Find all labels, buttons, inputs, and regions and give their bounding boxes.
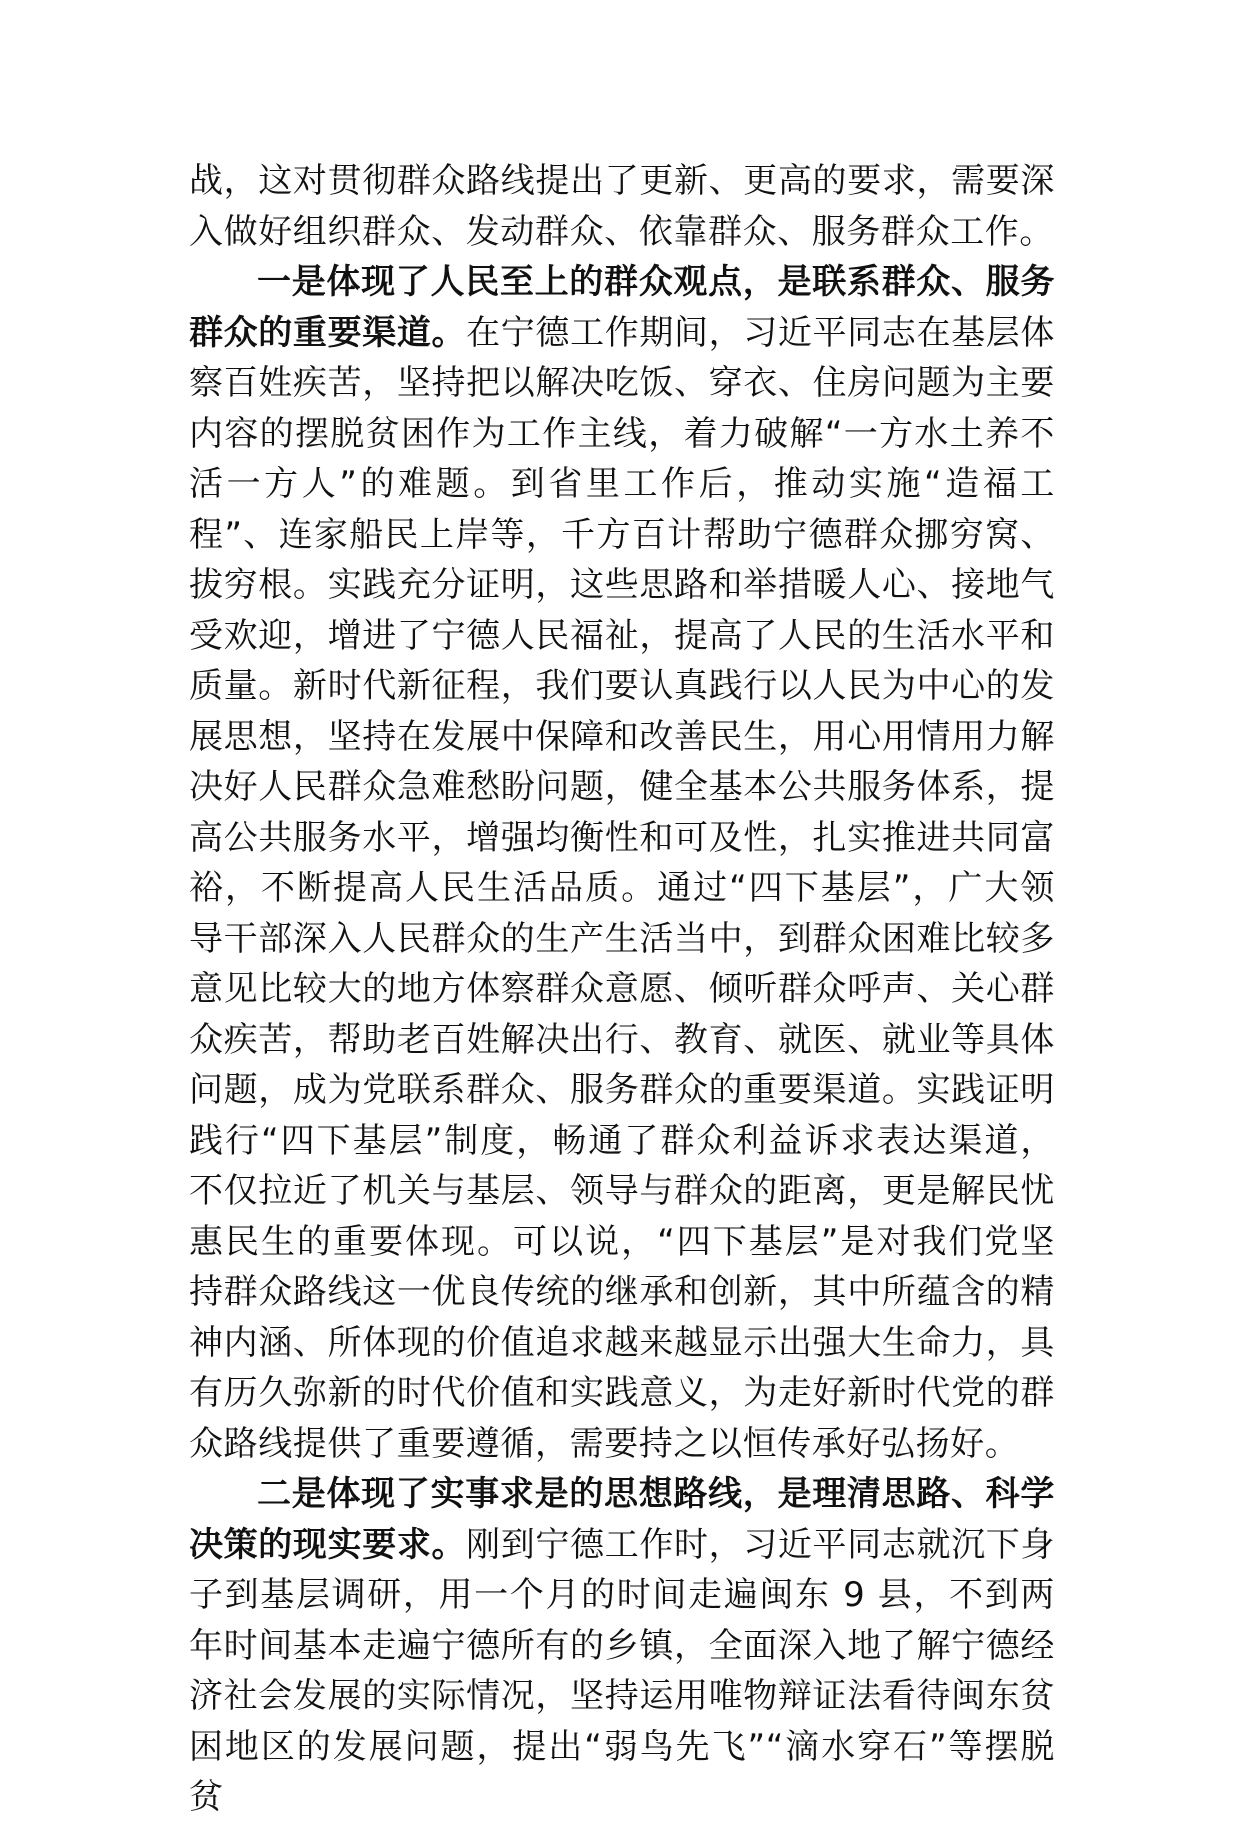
paragraph-text: 战，这对贯彻群众路线提出了更新、更高的要求，需要深入做好组织群众、发动群众、依靠群众、服务群众工作。: [189, 161, 1055, 252]
paragraph-text: 刚到宁德工作时，习近平同志就沉下身子到基层调研，用一个月的时间走遍闽东 9 县，不到两年时间基本走遍宁德所有的乡镇，全面深入地了解宁德经济社会发展的实际情况，坚持运用唯物辩证法看待闽东贫困地区的发展问题，提出“弱鸟先飞”“滴水穿石”等摆脱贫: [189, 1524, 1055, 1817]
paragraph-lead-bold: 一是体现了人民至上的群众观点，是联系群众、服务群众的重要渠道。: [189, 262, 1055, 353]
body-text: [189, 156, 1055, 1823]
paragraph-point-two: [189, 1469, 1055, 1823]
paragraph-point-one: [189, 257, 1055, 1469]
paragraph-text: 在宁德工作期间，习近平同志在基层体察百姓疾苦，坚持把以解决吃饭、穿衣、住房问题为主要内容的摆脱贫困作为工作主线，着力破解“一方水土养不活一方人”的难题。到省里工作后，推动实施“造福工程”、连家船民上岸等，千方百计帮助宁德群众挪穷窝、拔穷根。实践充分证明，这些思路和举措暖人心、接地气受欢迎，增进了宁德人民福祉，提高了人民的生活水平和质量。新时代新征程，我们要认真践行以人民为中心的发展思想，坚持在发展中保障和改善民生，用心用情用力解决好人民群众急难愁盼问题，健全基本公共服务体系，提高公共服务水平，增强均衡性和可及性，扎实推进共同富裕，不断提高人民生活品质。通过“四下基层”，广大领导干部深入人民群众的生产生活当中，到群众困难比较多意见比较大的地方体察群众意愿、倾听群众呼声、关心群众疾苦，帮助老百姓解决出行、教育、就医、就业等具体问题，成为党联系群众、服务群众的重要渠道。实践证明践行“四下基层”制度，畅通了群众利益诉求表达渠道，不仅拉近了机关与基层、领导与群众的距离，更是解民忧惠民生的重要体现。可以说，“四下基层”是对我们党坚持群众路线这一优良传统的继承和创新，其中所蕴含的精神内涵、所体现的价值追求越来越显示出强大生命力，具有历久弥新的时代价值和实践意义，为走好新时代党的群众路线提供了重要遵循，需要持之以恒传承好弘扬好。: [189, 312, 1055, 1464]
paragraph-continuation: [189, 156, 1055, 257]
paragraph-lead-bold: 二是体现了实事求是的思想路线，是理清思路、科学决策的现实要求。: [189, 1474, 1055, 1565]
